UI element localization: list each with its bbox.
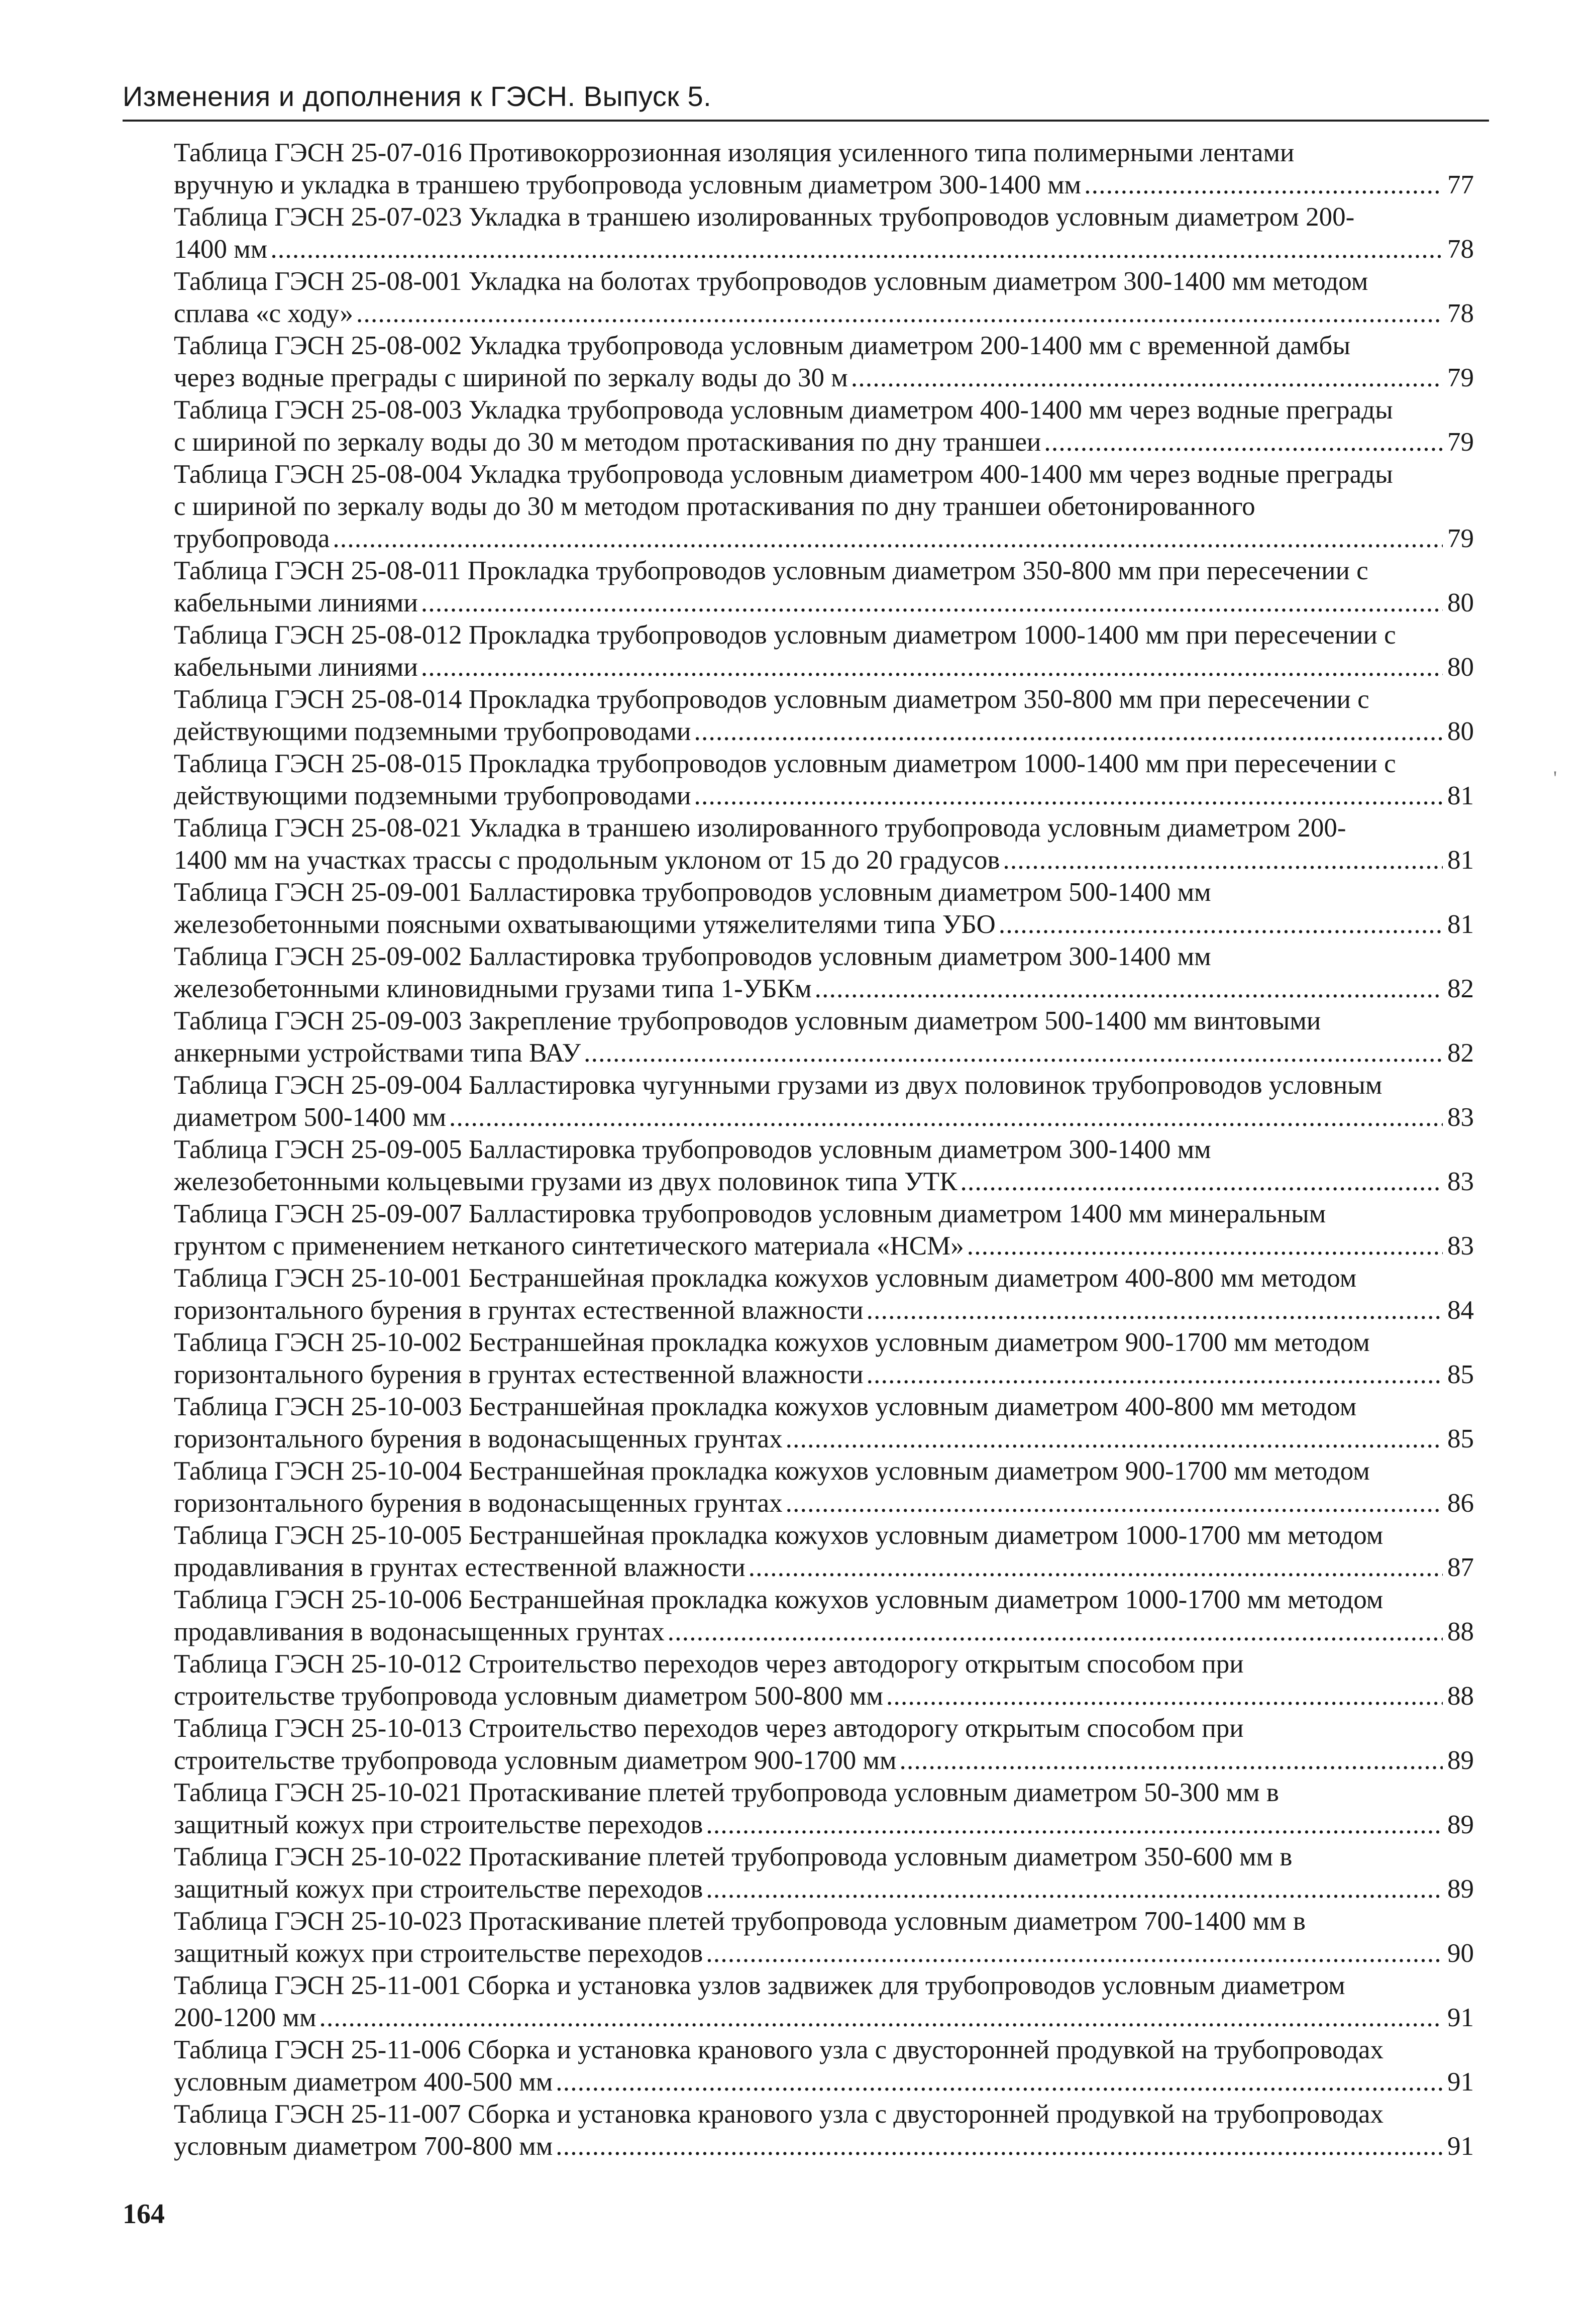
toc-page-number: 81 — [1447, 781, 1474, 810]
toc-entry-title-end: горизонтального бурения в грунтах естественной влажности — [174, 1296, 864, 1325]
toc-entry — [174, 1455, 1474, 1519]
toc-entry-title-line: Таблица ГЭСН 25-07-016 Противокоррозионная изоляция усиленного типа полимерными лентами — [174, 138, 1295, 167]
toc-entry-title-end: сплава «с ходу» — [174, 299, 353, 328]
toc-entry-title-line: Таблица ГЭСН 25-10-005 Бестраншейная прокладка кожухов условным диаметром 1000-1700 мм методом — [174, 1521, 1384, 1550]
toc-entry-title-end: защитный кожух при строительстве переходов — [174, 1939, 703, 1968]
toc-entry-title-line: Таблица ГЭСН 25-11-001 Сборка и установка узлов задвижек для трубопроводов условным диаметром — [174, 1971, 1345, 2000]
toc-entry — [174, 1841, 1474, 1905]
running-header-title: Изменения и дополнения к ГЭСН. Выпуск 5. — [123, 80, 712, 112]
toc-entry-title-line: Таблица ГЭСН 25-08-012 Прокладка трубопроводов условным диаметром 1000-1400 мм при пересечении с — [174, 620, 1396, 650]
dot-leader — [449, 1101, 1443, 1133]
toc-entry — [174, 941, 1474, 1005]
toc-entry-final-line — [174, 1294, 1474, 1326]
dot-leader — [421, 587, 1443, 619]
toc-entry-title-end: 1400 мм на участках трассы с продольным уклоном от 15 до 20 градусов — [174, 846, 1000, 875]
toc-page-number: 82 — [1447, 1038, 1474, 1068]
toc-page-number: 80 — [1447, 653, 1474, 682]
dot-leader — [1084, 169, 1443, 201]
toc-entry-title-end: анкерными устройствами типа ВАУ — [174, 1038, 581, 1068]
toc-entry-title-line: Таблица ГЭСН 25-10-001 Бестраншейная прокладка кожухов условным диаметром 400-800 мм методом — [174, 1264, 1357, 1293]
toc-entry — [174, 137, 1474, 201]
toc-entry — [174, 201, 1474, 265]
toc-entry-title-line: Таблица ГЭСН 25-08-001 Укладка на болотах трубопроводов условным диаметром 300-1400 мм методом — [174, 267, 1368, 296]
dot-leader — [694, 715, 1443, 748]
toc-entry-title-end: 1400 мм — [174, 235, 268, 264]
dot-leader — [967, 1230, 1443, 1262]
toc-entry-final-line — [174, 1037, 1474, 1069]
toc-page-number: 87 — [1447, 1553, 1474, 1582]
dot-leader — [900, 1744, 1443, 1777]
toc-entry — [174, 812, 1474, 876]
page-number: 164 — [123, 2199, 165, 2230]
page-header — [123, 75, 1489, 122]
dot-leader — [556, 2066, 1443, 2098]
scan-artifact-mark: ' — [1553, 767, 1557, 789]
toc-entry-final-line — [174, 1809, 1474, 1841]
dot-leader — [356, 297, 1443, 330]
toc-entry — [174, 1391, 1474, 1455]
toc-entry-title-end: строительстве трубопровода условным диаметром 500-800 мм — [174, 1682, 884, 1711]
toc-entry-final-line — [174, 169, 1474, 201]
toc-page-number: 80 — [1447, 717, 1474, 746]
toc-entry-title-line: Таблица ГЭСН 25-08-003 Укладка трубопровода условным диаметром 400-1400 мм через водные преграды — [174, 395, 1393, 425]
dot-leader — [961, 1166, 1443, 1198]
dot-leader — [786, 1423, 1443, 1455]
dot-leader — [786, 1487, 1443, 1519]
toc-page-number: 83 — [1447, 1167, 1474, 1196]
toc-entry-title-line: Таблица ГЭСН 25-08-002 Укладка трубопровода условным диаметром 200-1400 мм с временной дамбы — [174, 331, 1350, 360]
toc-entry-title-line: Таблица ГЭСН 25-09-003 Закрепление трубопроводов условным диаметром 500-1400 мм винтовыми — [174, 1006, 1321, 1035]
toc-entry-title-end: железобетонными поясными охватывающими утяжелителями типа УБО — [174, 910, 996, 939]
toc-entry-final-line — [174, 2066, 1474, 2098]
dot-leader — [1044, 426, 1443, 458]
toc-page-number: 79 — [1447, 524, 1474, 553]
toc-page-number: 82 — [1447, 974, 1474, 1003]
toc-page-number: 88 — [1447, 1617, 1474, 1646]
toc-entry-title-line: Таблица ГЭСН 25-09-005 Балластировка трубопроводов условным диаметром 300-1400 мм — [174, 1135, 1211, 1164]
toc-entry-title-line: Таблица ГЭСН 25-10-013 Строительство переходов через автодорогу открытым способом при — [174, 1714, 1244, 1743]
toc-page-number: 85 — [1447, 1360, 1474, 1389]
toc-entry-final-line — [174, 1230, 1474, 1262]
toc-page-number: 79 — [1447, 363, 1474, 392]
toc-entry-final-line — [174, 297, 1474, 330]
toc-entry-title-line: Таблица ГЭСН 25-08-011 Прокладка трубопроводов условным диаметром 350-800 мм при пересечении с — [174, 556, 1368, 585]
toc-entry-final-line — [174, 426, 1474, 458]
toc-entry — [174, 1198, 1474, 1262]
dot-leader — [421, 651, 1443, 683]
toc-entry-title-end: горизонтального бурения в грунтах естественной влажности — [174, 1360, 864, 1389]
toc-entry-title-end: продавливания в водонасыщенных грунтах — [174, 1617, 665, 1646]
toc-entry-final-line — [174, 973, 1474, 1005]
toc-entry-final-line — [174, 1423, 1474, 1455]
toc-page-number: 80 — [1447, 588, 1474, 617]
dot-leader — [886, 1680, 1443, 1712]
toc-page-number: 91 — [1447, 2067, 1474, 2097]
toc-entry-title-end: грунтом с применением нетканого синтетического материала «НСМ» — [174, 1231, 964, 1261]
toc-entry-title-end: диаметром 500-1400 мм — [174, 1103, 446, 1132]
toc-entry-final-line — [174, 1551, 1474, 1584]
toc-page-number: 77 — [1447, 170, 1474, 199]
toc-entry-title-end: действующими подземными трубопроводами — [174, 717, 691, 746]
toc-page-number: 86 — [1447, 1489, 1474, 1518]
toc-entry — [174, 748, 1474, 812]
toc-entry-title-line: Таблица ГЭСН 25-08-004 Укладка трубопровода условным диаметром 400-1400 мм через водные преграды — [174, 460, 1393, 489]
toc-entry-final-line — [174, 362, 1474, 394]
dot-leader — [1003, 844, 1443, 876]
toc-page-number: 81 — [1447, 846, 1474, 875]
toc-entry — [174, 683, 1474, 748]
toc-entry — [174, 1648, 1474, 1712]
toc-entry-title-line: Таблица ГЭСН 25-10-003 Бестраншейная прокладка кожухов условным диаметром 400-800 мм методом — [174, 1392, 1357, 1421]
dot-leader — [319, 2002, 1443, 2034]
dot-leader — [749, 1551, 1443, 1584]
toc-entry — [174, 1969, 1474, 2034]
toc-entry-final-line — [174, 908, 1474, 941]
dot-leader — [556, 2130, 1443, 2162]
dot-leader — [815, 973, 1443, 1005]
toc-entry — [174, 1584, 1474, 1648]
dot-leader — [270, 233, 1443, 265]
toc-entry-title-end: продавливания в грунтах естественной влажности — [174, 1553, 746, 1582]
toc-entry-title-end: действующими подземными трубопроводами — [174, 781, 691, 810]
toc-entry — [174, 1326, 1474, 1391]
toc-entry-title-line: Таблица ГЭСН 25-10-002 Бестраншейная прокладка кожухов условным диаметром 900-1700 мм методом — [174, 1328, 1370, 1357]
toc-page-number: 89 — [1447, 1746, 1474, 1775]
toc-entry-final-line — [174, 1166, 1474, 1198]
dot-leader — [867, 1294, 1443, 1326]
dot-leader — [706, 1873, 1443, 1905]
toc-entry-title-end: вручную и укладка в траншею трубопровода условным диаметром 300-1400 мм — [174, 170, 1082, 199]
dot-leader — [851, 362, 1443, 394]
toc-entry-title-end: условным диаметром 400-500 мм — [174, 2067, 553, 2097]
toc-page-number: 78 — [1447, 299, 1474, 328]
dot-leader — [706, 1937, 1443, 1969]
toc-page-number: 83 — [1447, 1231, 1474, 1261]
toc-page-number: 89 — [1447, 1810, 1474, 1839]
toc-entry — [174, 1905, 1474, 1969]
toc-entry-final-line — [174, 2130, 1474, 2162]
dot-leader — [333, 523, 1443, 555]
toc-entry-final-line — [174, 844, 1474, 876]
toc-entry-title-line: Таблица ГЭСН 25-10-023 Протаскивание плетей трубопровода условным диаметром 700-1400 мм в — [174, 1907, 1306, 1936]
dot-leader — [999, 908, 1443, 941]
toc-entry-title-end: защитный кожух при строительстве переходов — [174, 1810, 703, 1839]
dot-leader — [706, 1809, 1443, 1841]
toc-page-number: 90 — [1447, 1939, 1474, 1968]
toc-entry — [174, 394, 1474, 458]
toc-entry-title-line: Таблица ГЭСН 25-09-002 Балластировка трубопроводов условным диаметром 300-1400 мм — [174, 942, 1211, 971]
toc-entry-title-end: через водные преграды с шириной по зеркалу воды до 30 м — [174, 363, 848, 392]
toc-entry-final-line — [174, 651, 1474, 683]
toc-entry-title-line: Таблица ГЭСН 25-10-004 Бестраншейная прокладка кожухов условным диаметром 900-1700 мм методом — [174, 1456, 1370, 1486]
toc-entry-title-end: горизонтального бурения в водонасыщенных грунтах — [174, 1489, 783, 1518]
toc-page-number: 85 — [1447, 1424, 1474, 1453]
toc-entry-title-line: Таблица ГЭСН 25-10-021 Протаскивание плетей трубопровода условным диаметром 50-300 мм в — [174, 1778, 1279, 1807]
toc-page-number: 79 — [1447, 428, 1474, 457]
toc-entry-final-line — [174, 1616, 1474, 1648]
toc-entry — [174, 265, 1474, 330]
toc-entry-title-end: строительстве трубопровода условным диаметром 900-1700 мм — [174, 1746, 897, 1775]
toc-entry-final-line — [174, 523, 1474, 555]
toc-entry-title-line: Таблица ГЭСН 25-09-007 Балластировка трубопроводов условным диаметром 1400 мм минеральным — [174, 1199, 1326, 1228]
toc-entry-title-line: Таблица ГЭСН 25-09-001 Балластировка трубопроводов условным диаметром 500-1400 мм — [174, 878, 1211, 907]
toc-entry-final-line — [174, 2002, 1474, 2034]
toc-entry-title-line: Таблица ГЭСН 25-08-014 Прокладка трубопроводов условным диаметром 350-800 мм при пересечении с — [174, 685, 1369, 714]
toc-entry-title-line: Таблица ГЭСН 25-09-004 Балластировка чугунными грузами из двух половинок трубопроводов условным — [174, 1071, 1382, 1100]
toc-entry-title-line: Таблица ГЭСН 25-11-006 Сборка и установка кранового узла с двусторонней продувкой на трубопроводах — [174, 2035, 1384, 2064]
toc-entry-title-line: Таблица ГЭСН 25-10-012 Строительство переходов через автодорогу открытым способом при — [174, 1649, 1244, 1679]
toc-entry — [174, 1712, 1474, 1777]
toc-page-number: 89 — [1447, 1874, 1474, 1904]
toc-entry-final-line — [174, 1744, 1474, 1777]
toc-entry-title-end: защитный кожух при строительстве переходов — [174, 1874, 703, 1904]
toc-entry-title-line: Таблица ГЭСН 25-10-006 Бестраншейная прокладка кожухов условным диаметром 1000-1700 мм методом — [174, 1585, 1384, 1614]
table-of-contents — [174, 137, 1474, 2162]
toc-entry-final-line — [174, 1873, 1474, 1905]
toc-entry-title-end: горизонтального бурения в водонасыщенных грунтах — [174, 1424, 783, 1453]
toc-entry-final-line — [174, 1101, 1474, 1133]
toc-entry — [174, 330, 1474, 394]
toc-page-number: 81 — [1447, 910, 1474, 939]
toc-entry-title-line: с шириной по зеркалу воды до 30 м методом протаскивания по дну траншеи обетонированного — [174, 492, 1255, 521]
toc-entry-title-line: Таблица ГЭСН 25-08-015 Прокладка трубопроводов условным диаметром 1000-1400 мм при пересечении с — [174, 749, 1396, 778]
toc-entry-final-line — [174, 1937, 1474, 1969]
dot-leader — [694, 780, 1443, 812]
toc-entry-title-line: Таблица ГЭСН 25-11-007 Сборка и установка кранового узла с двусторонней продувкой на трубопроводах — [174, 2100, 1384, 2129]
toc-entry-title-end: 200-1200 мм — [174, 2003, 316, 2032]
toc-entry-title-line: Таблица ГЭСН 25-08-021 Укладка в траншею изолированного трубопровода условным диаметром 200- — [174, 813, 1346, 843]
toc-entry-title-end: кабельными линиями — [174, 653, 418, 682]
toc-entry — [174, 1133, 1474, 1198]
dot-leader — [867, 1359, 1443, 1391]
toc-page-number: 91 — [1447, 2132, 1474, 2161]
toc-entry-title-line: Таблица ГЭСН 25-10-022 Протаскивание плетей трубопровода условным диаметром 350-600 мм в — [174, 1842, 1293, 1871]
toc-entry-final-line — [174, 233, 1474, 265]
dot-leader — [584, 1037, 1443, 1069]
toc-entry — [174, 1005, 1474, 1069]
toc-entry-title-end: с шириной по зеркалу воды до 30 м методом протаскивания по дну траншеи — [174, 428, 1041, 457]
toc-entry — [174, 2034, 1474, 2098]
toc-page-number: 88 — [1447, 1682, 1474, 1711]
toc-page-number: 91 — [1447, 2003, 1474, 2032]
toc-entry — [174, 2098, 1474, 2162]
toc-entry-title-end: железобетонными кольцевыми грузами из двух половинок типа УТК — [174, 1167, 957, 1196]
toc-entry-final-line — [174, 1359, 1474, 1391]
toc-entry — [174, 619, 1474, 683]
dot-leader — [668, 1616, 1443, 1648]
toc-page-number: 83 — [1447, 1103, 1474, 1132]
toc-entry — [174, 1777, 1474, 1841]
toc-entry — [174, 458, 1474, 555]
toc-entry — [174, 1262, 1474, 1326]
toc-entry-title-end: условным диаметром 700-800 мм — [174, 2132, 553, 2161]
toc-entry — [174, 1069, 1474, 1133]
toc-entry-title-end: трубопровода — [174, 524, 330, 553]
toc-entry-final-line — [174, 1680, 1474, 1712]
toc-page-number: 78 — [1447, 235, 1474, 264]
toc-entry-title-end: кабельными линиями — [174, 588, 418, 617]
toc-entry — [174, 1519, 1474, 1584]
toc-entry — [174, 555, 1474, 619]
toc-entry-title-line: Таблица ГЭСН 25-07-023 Укладка в траншею изолированных трубопроводов условным диаметром 200- — [174, 202, 1355, 232]
toc-entry — [174, 876, 1474, 941]
toc-entry-title-end: железобетонными клиновидными грузами типа 1-УБКм — [174, 974, 812, 1003]
toc-entry-final-line — [174, 780, 1474, 812]
toc-entry-final-line — [174, 587, 1474, 619]
toc-page-number: 84 — [1447, 1296, 1474, 1325]
toc-entry-final-line — [174, 1487, 1474, 1519]
toc-entry-final-line — [174, 715, 1474, 748]
